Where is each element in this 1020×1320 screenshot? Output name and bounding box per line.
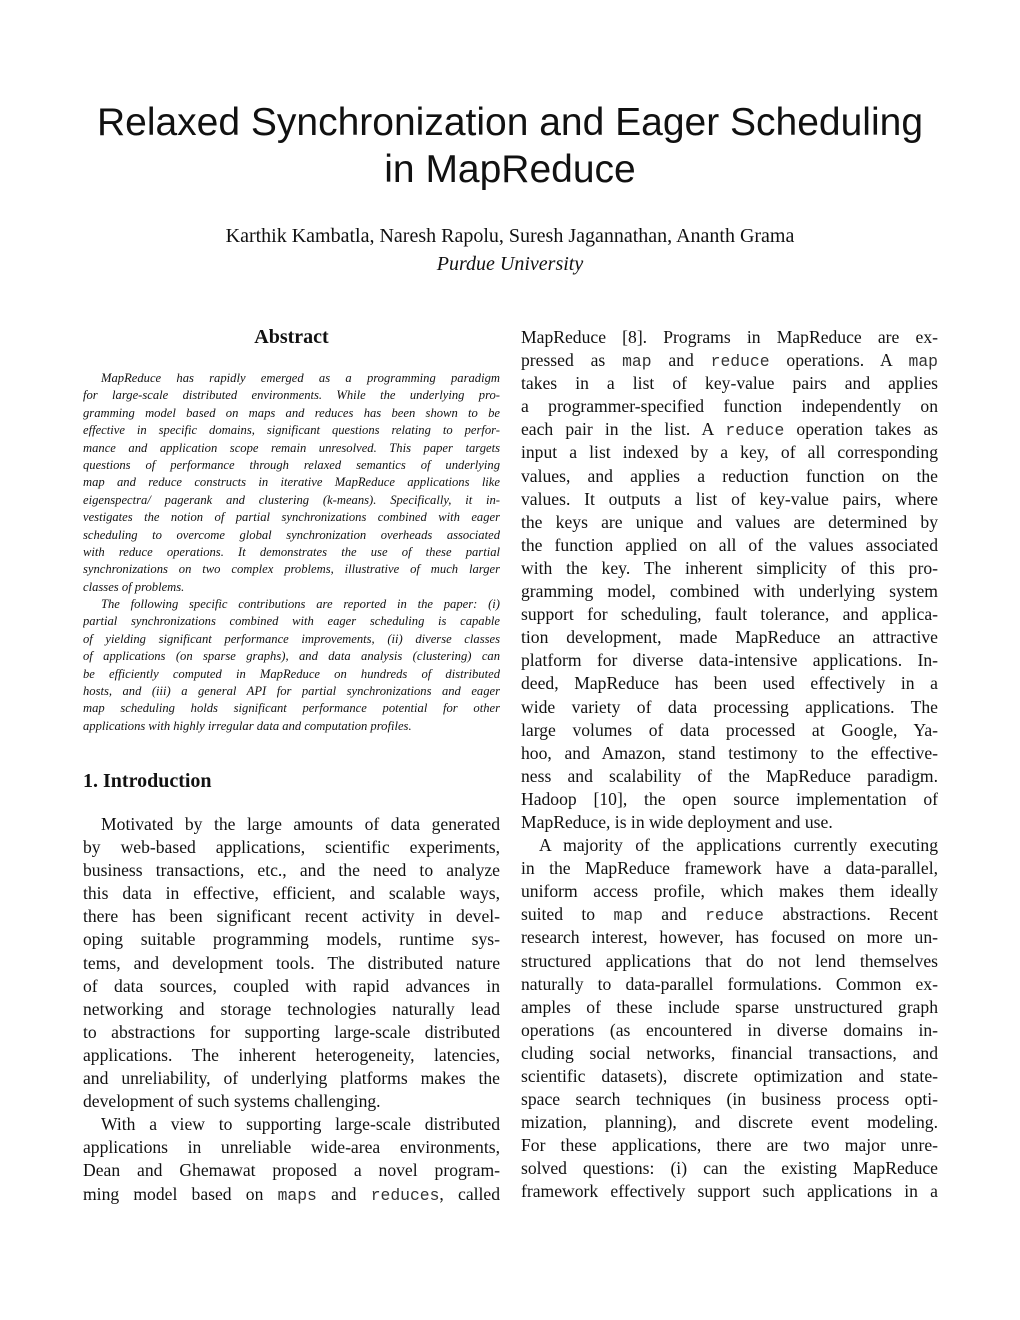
- text-line: classes of problems.: [83, 579, 185, 594]
- text-line: MapReduce, is in wide deployment and use.: [521, 811, 833, 832]
- text-line: for large-scale distributed environments. While the underlying pro-: [83, 388, 500, 403]
- introduction-right-column: [521, 326, 938, 1204]
- text-line: by web-based applications, scientific experiments,: [83, 837, 500, 858]
- text-line: framework effectively support such applications in a: [521, 1181, 938, 1202]
- text-line: deed, MapReduce has been used effectively in a: [521, 673, 938, 694]
- paper-title: [0, 99, 1020, 193]
- text-line: MapReduce [8]. Programs in MapReduce are ex-: [521, 327, 938, 347]
- text-line: development of such systems challenging.: [83, 1091, 381, 1112]
- text-line: support for scheduling, fault tolerance, and applica-: [521, 604, 938, 625]
- code-term: reduces: [370, 1185, 440, 1205]
- text-line: the function applied on all of the values associated: [521, 534, 938, 555]
- text-line: with reduce operations. It demonstrates the use of these partial: [83, 544, 500, 559]
- text-line: The following specific contributions are reported in the paper: (i): [101, 597, 500, 612]
- paragraph: [521, 834, 938, 1204]
- text-line: map and reduce constructs in iterative MapReduce applications like: [83, 475, 500, 490]
- text-line: applications in unreliable wide-area environments,: [83, 1137, 500, 1158]
- text-line: networking and storage technologies naturally lead: [83, 998, 500, 1019]
- text-line: hosts, and (iii) a general API for partial synchronizations and eager: [83, 684, 500, 699]
- text-line: ming model based on maps and reduces, called: [83, 1183, 500, 1205]
- text-line: operations (as encountered in diverse domains in-: [521, 1019, 938, 1040]
- text-line: of applications (on sparse graphs), and data analysis (clustering) can: [83, 649, 500, 664]
- text-line: there has been significant recent activity in devel-: [83, 906, 500, 927]
- text-line: gramming model, combined with underlying system: [521, 581, 938, 602]
- paragraph: [83, 1113, 500, 1205]
- text-line: For these applications, there are two major unre-: [521, 1135, 938, 1156]
- text-line: tems, and development tools. The distributed nature: [83, 952, 500, 973]
- text-line: mance and application scope remain unresolved. This paper targets: [83, 440, 500, 455]
- text-line: of data sources, coupled with rapid advances in: [83, 975, 500, 996]
- text-line: takes in a list of key-value pairs and applies: [521, 373, 938, 394]
- authors: Karthik Kambatla, Naresh Rapolu, Suresh Jagannathan, Ananth Grama: [225, 225, 795, 247]
- text-line: in the MapReduce framework have a data-parallel,: [521, 858, 938, 879]
- abstract-body: [83, 370, 500, 735]
- text-line: each pair in the list. A reduce operation takes as: [521, 419, 938, 441]
- text-line: ness and scalability of the MapReduce paradigm.: [521, 765, 938, 786]
- text-line: eigenspectra/ pagerank and clustering (k-means). Specifically, it in-: [83, 492, 500, 507]
- abstract-heading: Abstract: [254, 326, 329, 348]
- code-term: reduce: [705, 906, 764, 926]
- text-line: research interest, however, has focused on more un-: [521, 927, 938, 948]
- text-line: tion development, made MapReduce an attractive: [521, 627, 938, 648]
- text-line: scientific datasets), discrete optimization and state-: [521, 1066, 938, 1086]
- text-line: applications. The inherent heterogeneity, latencies,: [83, 1044, 500, 1065]
- introduction-left-column: [83, 813, 500, 1206]
- text-line: platform for diverse data-intensive applications. In-: [521, 650, 938, 671]
- title-line-1: Relaxed Synchronization and Eager Scheduling: [96, 101, 924, 144]
- text-line: map scheduling holds significant performance potential for other: [83, 701, 500, 716]
- text-line: Dean and Ghemawat proposed a novel program-: [83, 1160, 500, 1181]
- text-line: vestigates the notion of partial synchronizations combined with eager: [83, 510, 500, 525]
- text-line: a programmer-specified function independently on: [521, 396, 938, 417]
- code-term: reduce: [710, 352, 770, 372]
- text-line: synchronizations on two complex problems, illustrative of much larger: [83, 562, 500, 577]
- text-line: the keys are unique and values are determined by: [521, 511, 938, 532]
- text-line: with the key. The inherent simplicity of this pro-: [521, 557, 938, 578]
- text-line: naturally to data-parallel formulations. Common ex-: [521, 973, 938, 994]
- text-line: uniform access profile, which makes them ideally: [521, 881, 938, 902]
- text-line: to abstractions for supporting large-scale distributed: [83, 1021, 500, 1042]
- code-term: maps: [277, 1185, 317, 1205]
- paragraph: [83, 596, 500, 735]
- text-line: wide variety of data processing applications. The: [521, 696, 938, 717]
- text-line: values, and applies a reduction function on the: [521, 465, 938, 486]
- text-line: and unreliability, of underlying platforms makes the: [83, 1068, 500, 1089]
- text-line: Hadoop [10], the open source implementation of: [521, 788, 938, 809]
- text-line: business transactions, etc., and the need to analyze: [83, 860, 500, 881]
- text-line: questions of performance through relaxed semantics of underlying: [83, 457, 500, 472]
- code-term: map: [622, 352, 652, 372]
- text-line: Motivated by the large amounts of data generated: [101, 814, 500, 834]
- paragraph: [521, 326, 938, 834]
- text-line: A majority of the applications currently executing: [539, 835, 938, 856]
- text-line: With a view to supporting large-scale distributed: [101, 1114, 500, 1135]
- text-line: structured applications that do not lend themselves: [521, 950, 938, 971]
- text-line: applications with highly irregular data and computation profiles.: [83, 718, 412, 733]
- text-line: oping suitable programming models, runtime sys-: [83, 929, 500, 950]
- text-line: scheduling to overcome global synchronization overheads associated: [83, 527, 500, 542]
- introduction-heading: 1. Introduction: [83, 770, 212, 792]
- text-line: pressed as map and reduce operations. A map: [521, 350, 938, 372]
- text-line: large volumes of data processed at Google, Ya-: [521, 719, 938, 740]
- title-line-2: in MapReduce: [384, 148, 636, 191]
- text-line: MapReduce has rapidly emerged as a programming paradigm: [101, 371, 500, 385]
- text-line: this data in effective, efficient, and scalable ways,: [83, 883, 500, 904]
- text-line: mization, planning), and discrete event modeling.: [521, 1112, 938, 1133]
- text-line: of yielding significant performance improvements, (ii) diverse classes: [83, 631, 500, 646]
- paragraph: [83, 370, 500, 596]
- text-line: gramming model based on maps and reduces has been shown to be: [83, 405, 500, 420]
- text-line: space search techniques (in business process opti-: [521, 1089, 938, 1110]
- text-line: solved questions: (i) can the existing MapReduce: [521, 1158, 938, 1179]
- code-term: reduce: [725, 421, 785, 441]
- text-line: input a list indexed by a key, of all corresponding: [521, 442, 938, 463]
- affiliation: Purdue University: [436, 253, 584, 275]
- text-line: effective in specific domains, significant questions relating to perfor-: [83, 423, 500, 438]
- text-line: hoo, and Amazon, stand testimony to the effective-: [521, 742, 938, 763]
- paragraph: [83, 813, 500, 1113]
- text-line: partial synchronizations combined with eager scheduling is capable: [83, 614, 500, 629]
- text-line: suited to map and reduce abstractions. Recent: [521, 904, 938, 926]
- code-term: map: [613, 906, 643, 926]
- text-line: be efficiently computed in MapReduce on hundreds of distributed: [83, 666, 500, 681]
- text-line: cluding social networks, financial transactions, and: [521, 1042, 938, 1063]
- code-term: map: [908, 352, 938, 372]
- text-line: amples of these include sparse unstructured graph: [521, 996, 938, 1017]
- text-line: values. It outputs a list of key-value pairs, where: [521, 488, 938, 509]
